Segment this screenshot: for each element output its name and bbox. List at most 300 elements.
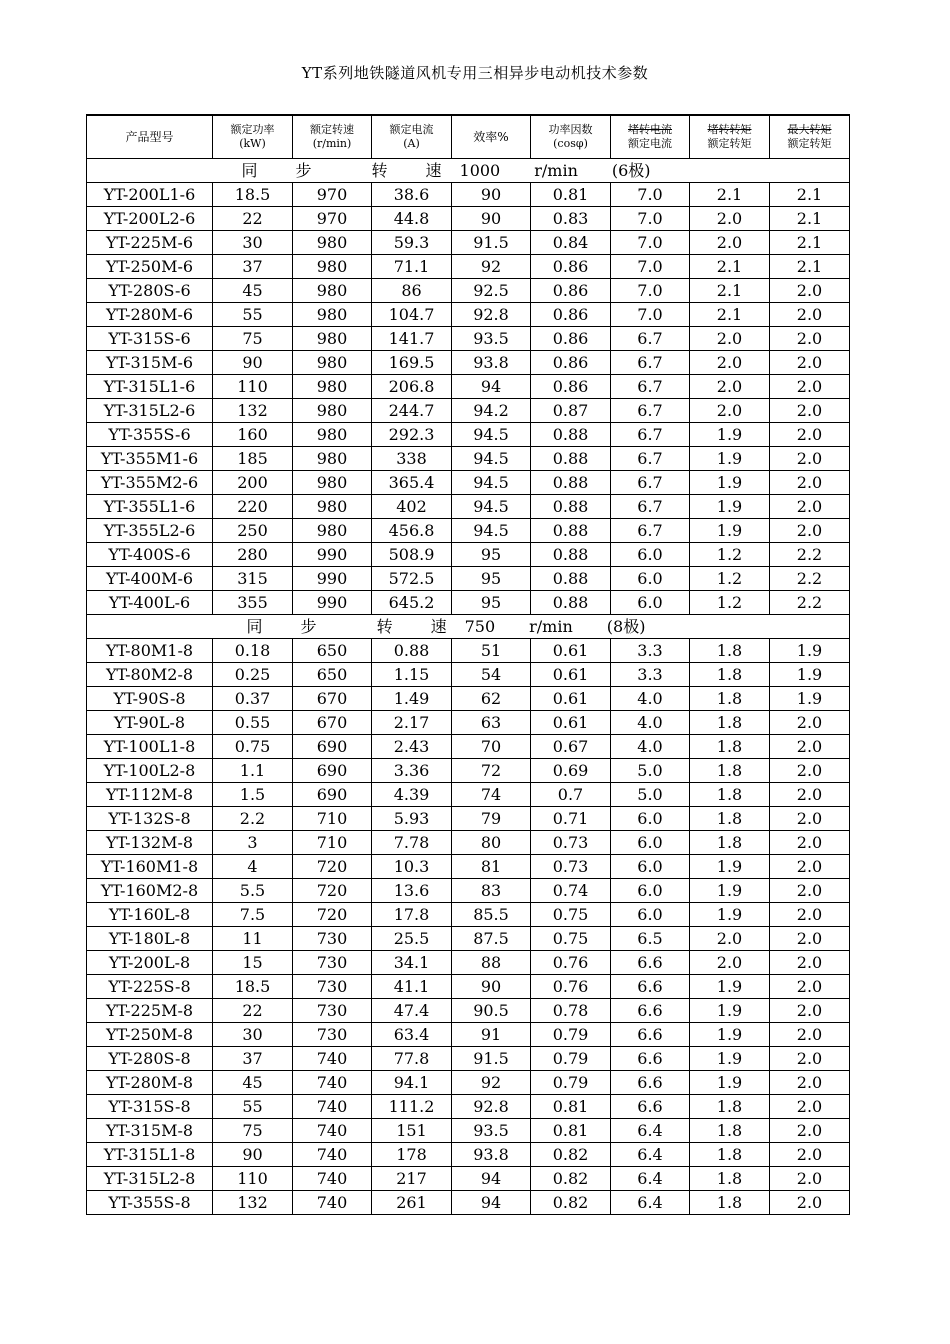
cell-power-factor: 0.79 [531, 1071, 611, 1095]
cell-current: 3.36 [372, 759, 452, 783]
cell-speed: 690 [293, 759, 372, 783]
cell-locked-torque: 1.9 [690, 903, 770, 927]
cell-locked-torque: 1.9 [690, 447, 770, 471]
cell-locked-current: 6.7 [611, 471, 690, 495]
cell-efficiency: 62 [452, 687, 531, 711]
cell-model: YT-90S-8 [87, 687, 213, 711]
cell-power-factor: 0.86 [531, 375, 611, 399]
cell-current: 169.5 [372, 351, 452, 375]
cell-locked-current: 6.6 [611, 1095, 690, 1119]
cell-model: YT-315M-6 [87, 351, 213, 375]
cell-power-factor: 0.67 [531, 735, 611, 759]
cell-speed: 650 [293, 639, 372, 663]
table-row [87, 831, 850, 855]
cell-current: 572.5 [372, 567, 452, 591]
cell-max-torque: 2.0 [770, 999, 850, 1023]
cell-max-torque: 2.0 [770, 303, 850, 327]
table-row [87, 495, 850, 519]
cell-efficiency: 83 [452, 879, 531, 903]
cell-locked-torque: 1.9 [690, 879, 770, 903]
cell-power-factor: 0.88 [531, 495, 611, 519]
cell-speed: 740 [293, 1047, 372, 1071]
cell-locked-torque: 2.1 [690, 255, 770, 279]
cell-locked-torque: 1.2 [690, 543, 770, 567]
cell-max-torque: 2.0 [770, 279, 850, 303]
cell-efficiency: 94.5 [452, 423, 531, 447]
cell-locked-torque: 1.9 [690, 975, 770, 999]
cell-current: 508.9 [372, 543, 452, 567]
cell-speed: 710 [293, 807, 372, 831]
table-row [87, 1143, 850, 1167]
cell-current: 41.1 [372, 975, 452, 999]
cell-model: YT-100L2-8 [87, 759, 213, 783]
header-power: 额定功率 (kW) [213, 115, 293, 159]
table-row [87, 879, 850, 903]
cell-locked-current: 6.6 [611, 951, 690, 975]
cell-locked-current: 6.0 [611, 543, 690, 567]
cell-power: 90 [213, 351, 293, 375]
cell-max-torque: 2.0 [770, 735, 850, 759]
cell-efficiency: 72 [452, 759, 531, 783]
cell-model: YT-315L2-6 [87, 399, 213, 423]
cell-locked-current: 6.7 [611, 399, 690, 423]
cell-power-factor: 0.88 [531, 591, 611, 615]
table-row [87, 591, 850, 615]
cell-locked-torque: 1.8 [690, 711, 770, 735]
cell-model: YT-100L1-8 [87, 735, 213, 759]
cell-model: YT-280M-6 [87, 303, 213, 327]
cell-speed: 980 [293, 351, 372, 375]
cell-power-factor: 0.82 [531, 1143, 611, 1167]
cell-locked-current: 6.0 [611, 831, 690, 855]
cell-locked-torque: 1.2 [690, 591, 770, 615]
cell-locked-current: 6.4 [611, 1191, 690, 1215]
cell-current: 7.78 [372, 831, 452, 855]
cell-locked-torque: 2.1 [690, 279, 770, 303]
cell-max-torque: 2.1 [770, 207, 850, 231]
cell-locked-torque: 1.8 [690, 783, 770, 807]
table-row [87, 903, 850, 927]
table-row [87, 543, 850, 567]
cell-speed: 990 [293, 567, 372, 591]
cell-max-torque: 2.0 [770, 759, 850, 783]
table-row [87, 951, 850, 975]
cell-current: 402 [372, 495, 452, 519]
cell-efficiency: 87.5 [452, 927, 531, 951]
cell-speed: 740 [293, 1143, 372, 1167]
section-w2: 步 [295, 161, 312, 180]
table-row [87, 399, 850, 423]
cell-max-torque: 2.0 [770, 327, 850, 351]
cell-max-torque: 2.0 [770, 783, 850, 807]
cell-current: 13.6 [372, 879, 452, 903]
cell-speed: 720 [293, 879, 372, 903]
cell-power-factor: 0.73 [531, 855, 611, 879]
cell-power-factor: 0.75 [531, 903, 611, 927]
cell-power-factor: 0.76 [531, 975, 611, 999]
section-heading [87, 159, 850, 183]
cell-current: 63.4 [372, 1023, 452, 1047]
cell-locked-current: 6.0 [611, 855, 690, 879]
cell-locked-torque: 1.8 [690, 1191, 770, 1215]
cell-model: YT-280S-6 [87, 279, 213, 303]
cell-max-torque: 2.0 [770, 1047, 850, 1071]
table-row [87, 279, 850, 303]
cell-model: YT-225S-8 [87, 975, 213, 999]
cell-power: 15 [213, 951, 293, 975]
cell-locked-current: 5.0 [611, 783, 690, 807]
cell-max-torque: 2.0 [770, 903, 850, 927]
cell-max-torque: 2.0 [770, 711, 850, 735]
cell-model: YT-315L1-8 [87, 1143, 213, 1167]
cell-efficiency: 93.5 [452, 327, 531, 351]
cell-efficiency: 92.8 [452, 303, 531, 327]
cell-power-factor: 0.86 [531, 351, 611, 375]
cell-power: 37 [213, 1047, 293, 1071]
cell-efficiency: 51 [452, 639, 531, 663]
cell-speed: 740 [293, 1119, 372, 1143]
cell-current: 1.49 [372, 687, 452, 711]
cell-speed: 980 [293, 423, 372, 447]
cell-locked-current: 6.6 [611, 1071, 690, 1095]
table-row [87, 807, 850, 831]
cell-power-factor: 0.61 [531, 639, 611, 663]
table-header [87, 115, 850, 159]
cell-power: 11 [213, 927, 293, 951]
cell-locked-current: 6.7 [611, 519, 690, 543]
cell-speed: 980 [293, 279, 372, 303]
cell-efficiency: 95 [452, 543, 531, 567]
table-row [87, 975, 850, 999]
cell-locked-torque: 2.1 [690, 183, 770, 207]
cell-current: 38.6 [372, 183, 452, 207]
cell-model: YT-160L-8 [87, 903, 213, 927]
table-row [87, 783, 850, 807]
cell-power-factor: 0.88 [531, 567, 611, 591]
cell-locked-current: 7.0 [611, 303, 690, 327]
section-heading-row [87, 615, 850, 639]
cell-power: 7.5 [213, 903, 293, 927]
table-row [87, 1167, 850, 1191]
cell-speed: 730 [293, 999, 372, 1023]
header-model: 产品型号 [87, 115, 213, 159]
section-w3: 转 [371, 161, 388, 180]
cell-current: 71.1 [372, 255, 452, 279]
cell-current: 178 [372, 1143, 452, 1167]
cell-locked-current: 6.7 [611, 375, 690, 399]
spec-table [86, 114, 850, 1215]
cell-max-torque: 2.0 [770, 975, 850, 999]
cell-current: 59.3 [372, 231, 452, 255]
cell-locked-current: 7.0 [611, 279, 690, 303]
cell-max-torque: 2.1 [770, 231, 850, 255]
cell-power-factor: 0.61 [531, 663, 611, 687]
table-row [87, 1119, 850, 1143]
table-row [87, 711, 850, 735]
cell-power-factor: 0.81 [531, 183, 611, 207]
cell-model: YT-90L-8 [87, 711, 213, 735]
cell-speed: 740 [293, 1071, 372, 1095]
cell-power: 55 [213, 303, 293, 327]
cell-efficiency: 90 [452, 975, 531, 999]
cell-speed: 720 [293, 903, 372, 927]
header-speed: 额定转速 (r/min) [293, 115, 372, 159]
cell-locked-torque: 2.0 [690, 399, 770, 423]
cell-locked-torque: 2.0 [690, 207, 770, 231]
cell-locked-torque: 1.8 [690, 831, 770, 855]
cell-locked-current: 6.0 [611, 567, 690, 591]
cell-locked-torque: 2.0 [690, 927, 770, 951]
cell-power: 315 [213, 567, 293, 591]
cell-locked-torque: 1.8 [690, 687, 770, 711]
table-row [87, 327, 850, 351]
cell-efficiency: 94 [452, 1191, 531, 1215]
cell-current: 292.3 [372, 423, 452, 447]
cell-power: 355 [213, 591, 293, 615]
cell-locked-torque: 1.8 [690, 1119, 770, 1143]
cell-current: 104.7 [372, 303, 452, 327]
cell-efficiency: 92.5 [452, 279, 531, 303]
cell-current: 151 [372, 1119, 452, 1143]
cell-model: YT-225M-6 [87, 231, 213, 255]
cell-model: YT-250M-6 [87, 255, 213, 279]
cell-locked-current: 6.6 [611, 1047, 690, 1071]
cell-power: 110 [213, 1167, 293, 1191]
cell-locked-torque: 1.8 [690, 1095, 770, 1119]
cell-power-factor: 0.88 [531, 543, 611, 567]
cell-locked-torque: 2.0 [690, 351, 770, 375]
cell-locked-torque: 1.8 [690, 1143, 770, 1167]
cell-max-torque: 1.9 [770, 687, 850, 711]
cell-max-torque: 2.0 [770, 1095, 850, 1119]
cell-efficiency: 88 [452, 951, 531, 975]
cell-efficiency: 95 [452, 591, 531, 615]
cell-locked-current: 6.4 [611, 1119, 690, 1143]
cell-model: YT-280M-8 [87, 1071, 213, 1095]
table-row [87, 231, 850, 255]
cell-efficiency: 94.5 [452, 519, 531, 543]
cell-model: YT-355L2-6 [87, 519, 213, 543]
cell-model: YT-315S-8 [87, 1095, 213, 1119]
cell-current: 2.17 [372, 711, 452, 735]
cell-model: YT-280S-8 [87, 1047, 213, 1071]
table-row [87, 759, 850, 783]
cell-locked-current: 6.6 [611, 1023, 690, 1047]
cell-locked-current: 6.7 [611, 351, 690, 375]
cell-model: YT-200L-8 [87, 951, 213, 975]
cell-current: 261 [372, 1191, 452, 1215]
cell-power: 75 [213, 1119, 293, 1143]
cell-model: YT-132S-8 [87, 807, 213, 831]
cell-max-torque: 2.0 [770, 495, 850, 519]
table-row [87, 1047, 850, 1071]
cell-locked-current: 6.6 [611, 999, 690, 1023]
cell-speed: 720 [293, 855, 372, 879]
cell-max-torque: 2.0 [770, 519, 850, 543]
table-row [87, 375, 850, 399]
cell-locked-current: 6.7 [611, 447, 690, 471]
cell-power: 45 [213, 279, 293, 303]
cell-max-torque: 2.0 [770, 1191, 850, 1215]
cell-power: 0.55 [213, 711, 293, 735]
cell-efficiency: 94 [452, 375, 531, 399]
cell-efficiency: 94.5 [452, 447, 531, 471]
cell-efficiency: 93.8 [452, 1143, 531, 1167]
cell-efficiency: 63 [452, 711, 531, 735]
cell-current: 47.4 [372, 999, 452, 1023]
cell-power: 132 [213, 1191, 293, 1215]
cell-current: 1.15 [372, 663, 452, 687]
cell-max-torque: 2.0 [770, 375, 850, 399]
cell-locked-torque: 1.9 [690, 519, 770, 543]
cell-max-torque: 2.0 [770, 399, 850, 423]
table-row [87, 1191, 850, 1215]
cell-speed: 970 [293, 207, 372, 231]
cell-power: 30 [213, 231, 293, 255]
cell-power-factor: 0.69 [531, 759, 611, 783]
cell-speed: 730 [293, 927, 372, 951]
table-row [87, 735, 850, 759]
cell-speed: 690 [293, 735, 372, 759]
cell-locked-current: 7.0 [611, 183, 690, 207]
table-row [87, 927, 850, 951]
section-w1: 同 [241, 161, 258, 180]
cell-locked-torque: 1.8 [690, 639, 770, 663]
cell-speed: 670 [293, 711, 372, 735]
cell-power-factor: 0.82 [531, 1191, 611, 1215]
cell-locked-torque: 2.0 [690, 327, 770, 351]
cell-efficiency: 91.5 [452, 231, 531, 255]
cell-max-torque: 2.0 [770, 423, 850, 447]
cell-current: 365.4 [372, 471, 452, 495]
cell-locked-torque: 1.9 [690, 423, 770, 447]
cell-model: YT-315M-8 [87, 1119, 213, 1143]
table-row [87, 639, 850, 663]
cell-locked-torque: 1.9 [690, 999, 770, 1023]
cell-model: YT-315L1-6 [87, 375, 213, 399]
cell-model: YT-355M2-6 [87, 471, 213, 495]
cell-speed: 980 [293, 255, 372, 279]
cell-locked-torque: 1.9 [690, 1047, 770, 1071]
cell-efficiency: 94.2 [452, 399, 531, 423]
cell-power: 3 [213, 831, 293, 855]
cell-power-factor: 0.79 [531, 1047, 611, 1071]
cell-power-factor: 0.84 [531, 231, 611, 255]
cell-current: 34.1 [372, 951, 452, 975]
table-row [87, 1071, 850, 1095]
cell-locked-current: 4.0 [611, 735, 690, 759]
table-row [87, 1023, 850, 1047]
cell-locked-current: 4.0 [611, 711, 690, 735]
cell-max-torque: 2.0 [770, 831, 850, 855]
cell-locked-current: 4.0 [611, 687, 690, 711]
cell-power: 55 [213, 1095, 293, 1119]
cell-speed: 730 [293, 975, 372, 999]
cell-power-factor: 0.88 [531, 519, 611, 543]
cell-locked-current: 6.0 [611, 591, 690, 615]
cell-model: YT-400S-6 [87, 543, 213, 567]
section-w3: 转 [376, 617, 393, 636]
cell-current: 86 [372, 279, 452, 303]
cell-power-factor: 0.88 [531, 447, 611, 471]
cell-efficiency: 93.8 [452, 351, 531, 375]
cell-locked-current: 3.3 [611, 639, 690, 663]
cell-speed: 980 [293, 399, 372, 423]
cell-current: 456.8 [372, 519, 452, 543]
section-poles: (8极) [606, 617, 646, 636]
cell-max-torque: 2.0 [770, 447, 850, 471]
cell-locked-torque: 1.8 [690, 735, 770, 759]
cell-current: 141.7 [372, 327, 452, 351]
cell-efficiency: 54 [452, 663, 531, 687]
cell-current: 77.8 [372, 1047, 452, 1071]
cell-power-factor: 0.86 [531, 303, 611, 327]
cell-power: 18.5 [213, 183, 293, 207]
cell-power: 0.37 [213, 687, 293, 711]
cell-power: 30 [213, 1023, 293, 1047]
cell-power: 45 [213, 1071, 293, 1095]
cell-power: 5.5 [213, 879, 293, 903]
cell-locked-current: 7.0 [611, 231, 690, 255]
cell-power: 250 [213, 519, 293, 543]
cell-current: 25.5 [372, 927, 452, 951]
section-w4: 速 [430, 617, 447, 636]
cell-speed: 980 [293, 471, 372, 495]
cell-speed: 670 [293, 687, 372, 711]
cell-speed: 740 [293, 1167, 372, 1191]
cell-locked-current: 3.3 [611, 663, 690, 687]
table-row [87, 999, 850, 1023]
cell-max-torque: 2.0 [770, 951, 850, 975]
table-row [87, 351, 850, 375]
section-rpm: 1000 [459, 161, 501, 180]
cell-power: 1.5 [213, 783, 293, 807]
cell-model: YT-80M1-8 [87, 639, 213, 663]
cell-current: 111.2 [372, 1095, 452, 1119]
section-poles: (6极) [611, 161, 651, 180]
header-efficiency: 效率% [452, 115, 531, 159]
cell-efficiency: 92 [452, 255, 531, 279]
cell-locked-torque: 2.0 [690, 375, 770, 399]
table-row [87, 663, 850, 687]
cell-speed: 730 [293, 1023, 372, 1047]
cell-locked-torque: 1.9 [690, 1023, 770, 1047]
cell-efficiency: 95 [452, 567, 531, 591]
cell-locked-current: 6.4 [611, 1143, 690, 1167]
cell-efficiency: 91 [452, 1023, 531, 1047]
cell-power-factor: 0.74 [531, 879, 611, 903]
cell-model: YT-400L-6 [87, 591, 213, 615]
cell-power-factor: 0.88 [531, 471, 611, 495]
cell-current: 44.8 [372, 207, 452, 231]
cell-power: 90 [213, 1143, 293, 1167]
cell-efficiency: 90.5 [452, 999, 531, 1023]
cell-max-torque: 2.0 [770, 927, 850, 951]
cell-locked-torque: 2.0 [690, 951, 770, 975]
cell-max-torque: 2.0 [770, 879, 850, 903]
header-power-factor: 功率因数 (cosφ) [531, 115, 611, 159]
cell-max-torque: 2.0 [770, 351, 850, 375]
cell-power: 220 [213, 495, 293, 519]
table-row [87, 207, 850, 231]
cell-power-factor: 0.73 [531, 831, 611, 855]
cell-max-torque: 2.0 [770, 471, 850, 495]
cell-efficiency: 90 [452, 207, 531, 231]
cell-power: 37 [213, 255, 293, 279]
cell-max-torque: 2.0 [770, 1143, 850, 1167]
cell-max-torque: 1.9 [770, 663, 850, 687]
cell-power-factor: 0.82 [531, 1167, 611, 1191]
